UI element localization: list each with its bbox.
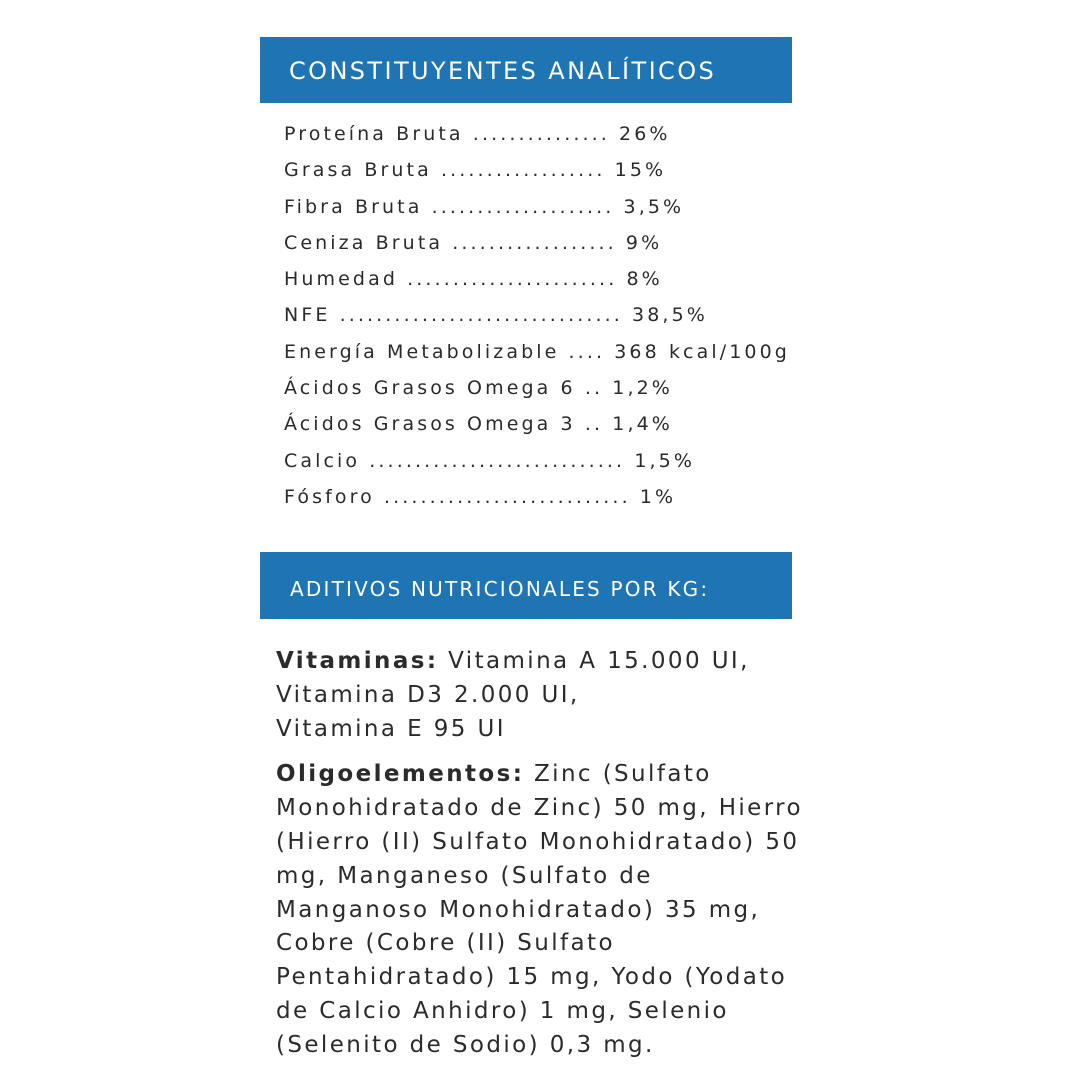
list-item-energy: Energía Metabolizable .... 368 kcal/100g xyxy=(284,340,790,363)
list-item-omega3: Ácidos Grasos Omega 3 .. 1,4% xyxy=(284,413,673,436)
list-item-ash: Ceniza Bruta .................. 9% xyxy=(284,231,663,254)
nutritional-additives-title: ADITIVOS NUTRICIONALES POR KG: xyxy=(290,577,710,601)
trace-elements-text: Zinc (Sulfato xyxy=(524,761,712,788)
list-item-fiber: Fibra Bruta .................... 3,5% xyxy=(284,195,685,218)
trace-elements-line-4: mg, Manganeso (Sulfato de xyxy=(276,862,653,889)
list-item-fat: Grasa Bruta .................. 15% xyxy=(284,159,667,182)
trace-elements-line-8: de Calcio Anhidro) 1 mg, Selenio xyxy=(276,997,729,1024)
vitamins-line-1 xyxy=(276,645,836,679)
list-item-nfe: NFE ............................... 38,5% xyxy=(284,304,708,327)
vitamins-label: Vitaminas: xyxy=(276,648,439,674)
trace-elements-line-9: (Selenito de Sodio) 0,3 mg. xyxy=(276,1031,655,1058)
trace-elements-paragraph xyxy=(276,758,836,1062)
trace-elements-line-6: Cobre (Cobre (II) Sulfato xyxy=(276,930,615,957)
trace-elements-line-3: (Hierro (II) Sulfato Monohidratado) 50 xyxy=(276,828,800,855)
list-item-calcium: Calcio ............................ 1,5% xyxy=(284,449,695,472)
vitamins-text: Vitamina A 15.000 UI, xyxy=(438,648,750,674)
trace-elements-line-5: Manganoso Monohidratado) 35 mg, xyxy=(276,896,761,923)
analytic-constituents-title: CONSTITUYENTES ANALÍTICOS xyxy=(289,57,717,85)
nutritional-additives-body xyxy=(276,645,836,1063)
analytic-constituents-header xyxy=(260,37,792,103)
vitamins-paragraph xyxy=(276,645,836,746)
list-item-omega6: Ácidos Grasos Omega 6 .. 1,2% xyxy=(284,377,673,400)
trace-elements-label: Oligoelementos: xyxy=(276,761,525,788)
trace-elements-line-7: Pentahidratado) 15 mg, Yodo (Yodato xyxy=(276,964,788,991)
trace-elements-line-1 xyxy=(276,758,836,792)
trace-elements-line-2: Monohidratado de Zinc) 50 mg, Hierro xyxy=(276,795,804,822)
list-item-protein: Proteína Bruta ............... 26% xyxy=(284,123,671,145)
list-item-phosphorus: Fósforo ........................... 1% xyxy=(284,485,677,508)
analytic-constituents-list xyxy=(284,116,790,515)
vitamins-line-2: Vitamina D3 2.000 UI, xyxy=(276,681,580,708)
vitamins-line-3: Vitamina E 95 UI xyxy=(276,715,506,742)
list-item-moisture: Humedad ....................... 8% xyxy=(284,268,663,291)
nutritional-additives-header xyxy=(260,552,792,619)
